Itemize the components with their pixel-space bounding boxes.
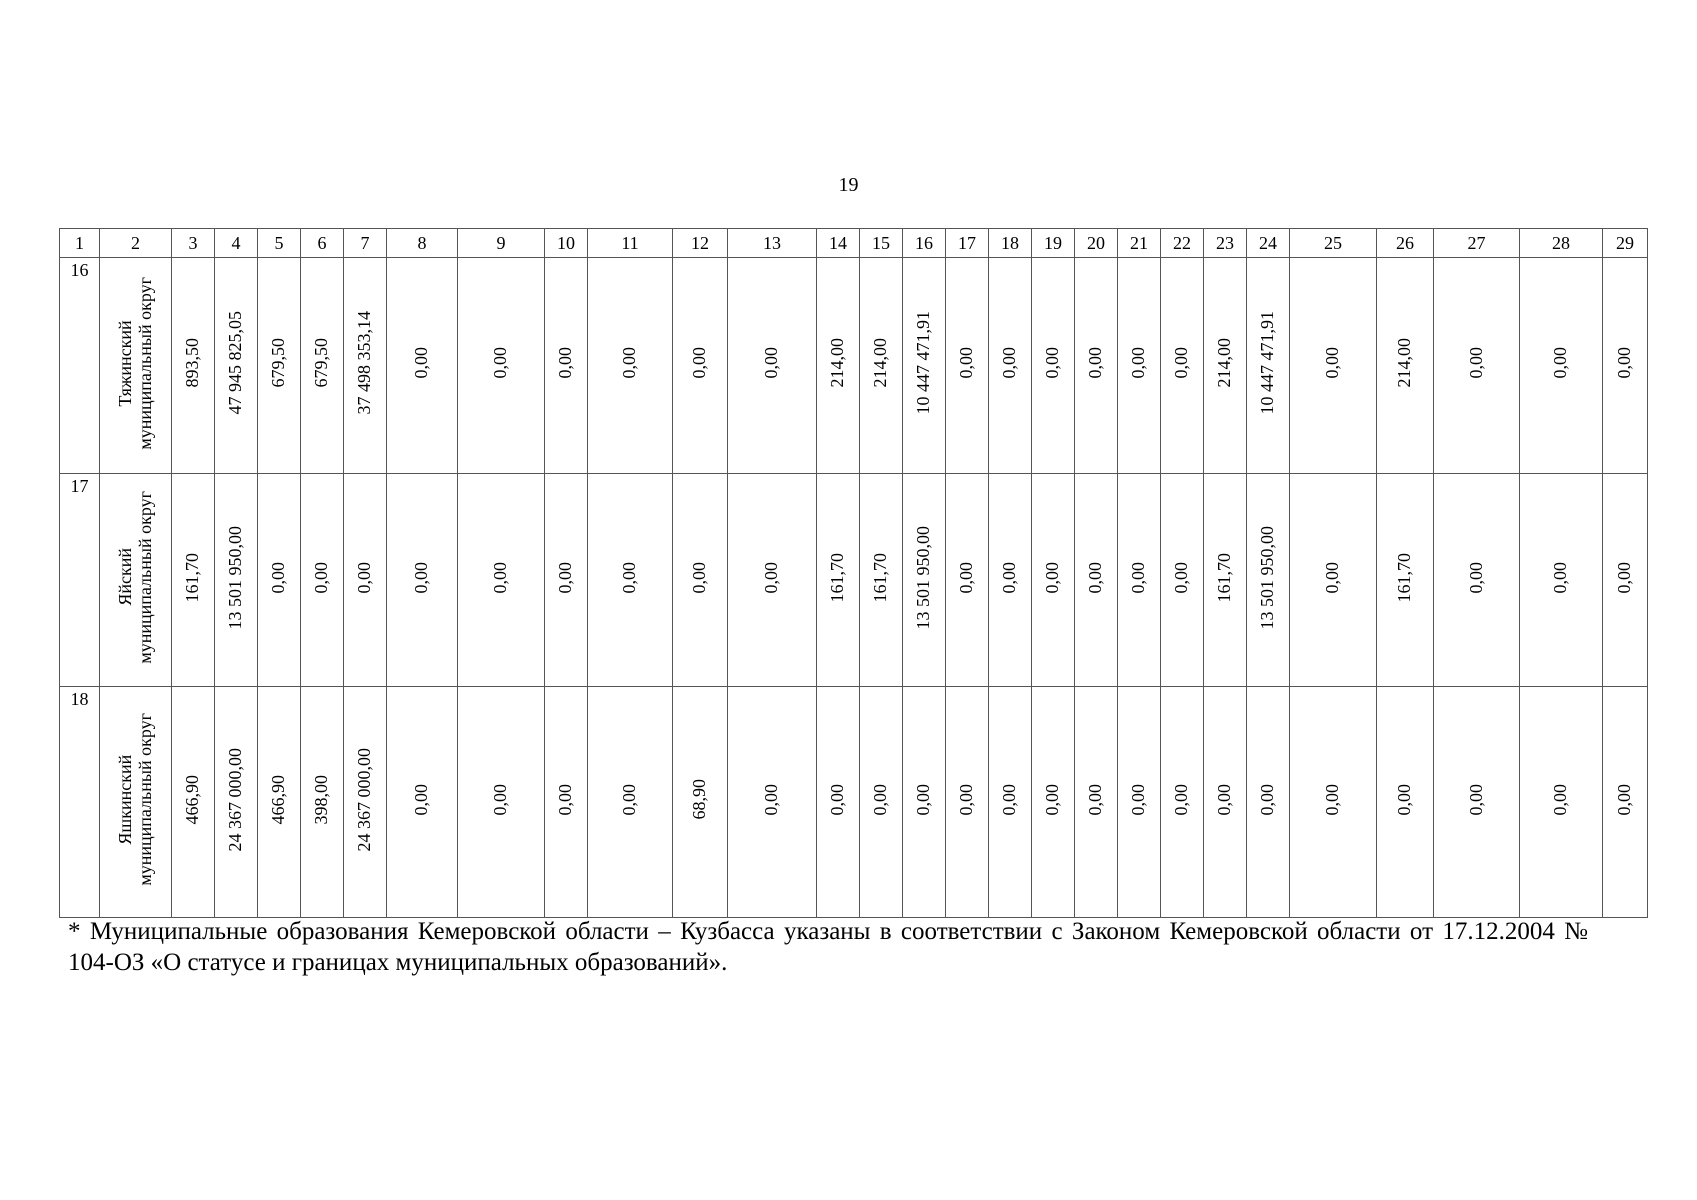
value-cell xyxy=(387,258,458,474)
value-cell xyxy=(1032,474,1075,687)
value-cell xyxy=(673,474,728,687)
cell-value: 0,00 xyxy=(411,783,432,816)
value-cell xyxy=(458,474,545,687)
value-cell xyxy=(1377,474,1434,687)
value-cell xyxy=(860,687,903,918)
column-header: 9 xyxy=(458,229,545,258)
municipality-name-line1: Яшкинский xyxy=(114,754,135,845)
column-header: 19 xyxy=(1032,229,1075,258)
cell-value: 679,50 xyxy=(268,338,289,388)
row-number-cell xyxy=(60,258,100,474)
value-cell xyxy=(728,687,817,918)
cell-value: 161,70 xyxy=(1394,552,1415,603)
cell-value: 0,00 xyxy=(268,561,289,594)
municipality-name xyxy=(116,713,156,886)
value-cell xyxy=(1118,258,1161,474)
cell-value: 0,00 xyxy=(1322,347,1343,379)
cell-value: 24 367 000,00 xyxy=(354,747,375,852)
value-cell xyxy=(860,258,903,474)
cell-value: 0,00 xyxy=(1614,783,1635,816)
value-cell xyxy=(258,258,301,474)
value-cell xyxy=(588,474,673,687)
cell-value: 0,00 xyxy=(956,783,977,816)
cell-value: 47 945 825,05 xyxy=(225,311,246,415)
value-cell xyxy=(1247,687,1290,918)
value-cell xyxy=(1290,258,1377,474)
cell-value: 0,00 xyxy=(1042,783,1063,816)
column-header: 22 xyxy=(1161,229,1204,258)
cell-value: 0,00 xyxy=(311,561,332,594)
value-cell xyxy=(1520,687,1603,918)
cell-value: 0,00 xyxy=(1171,783,1192,816)
cell-value: 0,00 xyxy=(870,783,891,816)
value-cell xyxy=(903,687,946,918)
value-cell xyxy=(1204,687,1247,918)
cell-value: 0,00 xyxy=(689,347,710,379)
cell-value: 161,70 xyxy=(182,552,203,603)
column-header: 18 xyxy=(989,229,1032,258)
cell-value: 0,00 xyxy=(1171,561,1192,594)
cell-value: 0,00 xyxy=(827,783,848,816)
value-cell xyxy=(344,258,387,474)
value-cell xyxy=(1434,687,1520,918)
cell-value: 161,70 xyxy=(1214,552,1235,603)
cell-value: 0,00 xyxy=(1128,347,1149,379)
value-cell xyxy=(301,474,344,687)
table-row xyxy=(60,687,1648,918)
cell-value: 0,00 xyxy=(490,561,511,594)
cell-value: 0,00 xyxy=(1214,783,1235,816)
cell-value: 0,00 xyxy=(1042,561,1063,594)
value-cell xyxy=(989,258,1032,474)
column-header: 20 xyxy=(1075,229,1118,258)
cell-value: 0,00 xyxy=(1257,783,1278,816)
value-cell xyxy=(1520,474,1603,687)
column-header: 24 xyxy=(1247,229,1290,258)
value-cell xyxy=(172,474,215,687)
row-number-cell xyxy=(60,687,100,918)
municipality-name-cell xyxy=(100,474,172,687)
column-header: 10 xyxy=(545,229,588,258)
cell-value: 0,00 xyxy=(1614,561,1635,594)
value-cell xyxy=(1161,474,1204,687)
value-cell xyxy=(903,474,946,687)
value-cell xyxy=(588,258,673,474)
cell-value: 0,00 xyxy=(1550,783,1571,816)
value-cell xyxy=(1075,474,1118,687)
cell-value: 0,00 xyxy=(1128,783,1149,816)
value-cell xyxy=(1377,687,1434,918)
column-header: 23 xyxy=(1204,229,1247,258)
value-cell xyxy=(1434,474,1520,687)
cell-value: 214,00 xyxy=(870,338,891,388)
value-cell xyxy=(458,687,545,918)
municipality-name-line2: муниципальный округ xyxy=(134,276,155,450)
value-cell xyxy=(458,258,545,474)
cell-value: 161,70 xyxy=(870,552,891,603)
cell-value: 0,00 xyxy=(689,561,710,594)
municipality-name-line1: Яйский xyxy=(114,548,135,607)
value-cell xyxy=(545,258,588,474)
value-cell xyxy=(387,474,458,687)
cell-value: 0,00 xyxy=(1085,561,1106,594)
cell-value: 0,00 xyxy=(1128,561,1149,594)
cell-value: 0,00 xyxy=(761,783,782,816)
cell-value: 0,00 xyxy=(354,561,375,594)
cell-value: 0,00 xyxy=(1042,347,1063,379)
cell-value: 0,00 xyxy=(1085,347,1106,379)
cell-value: 0,00 xyxy=(956,561,977,594)
column-header: 27 xyxy=(1434,229,1520,258)
cell-value: 0,00 xyxy=(1171,347,1192,379)
value-cell xyxy=(989,687,1032,918)
column-header: 6 xyxy=(301,229,344,258)
cell-value: 0,00 xyxy=(555,783,576,816)
value-cell xyxy=(172,687,215,918)
cell-value: 0,00 xyxy=(555,347,576,379)
cell-value: 0,00 xyxy=(1465,561,1486,594)
cell-value: 0,00 xyxy=(619,783,640,816)
value-cell xyxy=(344,687,387,918)
value-cell xyxy=(1204,474,1247,687)
cell-value: 37 498 353,14 xyxy=(354,311,375,415)
column-header: 5 xyxy=(258,229,301,258)
value-cell xyxy=(1118,687,1161,918)
cell-value: 214,00 xyxy=(827,338,848,388)
cell-value: 0,00 xyxy=(555,561,576,594)
cell-value: 214,00 xyxy=(1214,338,1235,388)
row-number: 18 xyxy=(70,689,89,709)
cell-value: 10 447 471,91 xyxy=(1257,311,1278,415)
cell-value: 893,50 xyxy=(182,338,203,388)
cell-value: 398,00 xyxy=(311,774,332,825)
value-cell xyxy=(1603,258,1648,474)
cell-value: 13 501 950,00 xyxy=(913,525,934,630)
value-cell xyxy=(1520,258,1603,474)
column-header: 29 xyxy=(1603,229,1648,258)
value-cell xyxy=(301,687,344,918)
value-cell xyxy=(172,258,215,474)
municipality-name-line2: муниципальный округ xyxy=(134,491,155,664)
cell-value: 0,00 xyxy=(411,347,432,379)
value-cell xyxy=(728,474,817,687)
cell-value: 679,50 xyxy=(311,338,332,388)
column-header: 14 xyxy=(817,229,860,258)
cell-value: 0,00 xyxy=(1322,561,1343,594)
column-header: 3 xyxy=(172,229,215,258)
cell-value: 0,00 xyxy=(999,783,1020,816)
cell-value: 161,70 xyxy=(827,552,848,603)
cell-value: 0,00 xyxy=(1550,347,1571,379)
row-number-cell xyxy=(60,474,100,687)
value-cell xyxy=(1247,258,1290,474)
cell-value: 0,00 xyxy=(619,561,640,594)
cell-value: 0,00 xyxy=(1085,783,1106,816)
cell-value: 466,90 xyxy=(182,774,203,825)
column-header: 12 xyxy=(673,229,728,258)
column-header: 2 xyxy=(100,229,172,258)
municipality-name-line2: муниципальный округ xyxy=(134,713,155,886)
cell-value: 0,00 xyxy=(913,783,934,816)
value-cell xyxy=(903,258,946,474)
column-header: 26 xyxy=(1377,229,1434,258)
value-cell xyxy=(817,474,860,687)
page-number: 19 xyxy=(838,174,859,196)
column-header: 13 xyxy=(728,229,817,258)
value-cell xyxy=(215,687,258,918)
column-header: 25 xyxy=(1290,229,1377,258)
value-cell xyxy=(673,687,728,918)
cell-value: 13 501 950,00 xyxy=(1257,525,1278,630)
value-cell xyxy=(946,258,989,474)
value-cell xyxy=(387,687,458,918)
column-header: 11 xyxy=(588,229,673,258)
municipality-name-cell xyxy=(100,687,172,918)
column-header: 16 xyxy=(903,229,946,258)
value-cell xyxy=(588,687,673,918)
value-cell xyxy=(1075,258,1118,474)
municipality-name-line1: Тяжинский xyxy=(114,319,135,407)
value-cell xyxy=(989,474,1032,687)
cell-value: 0,00 xyxy=(490,783,511,816)
value-cell xyxy=(545,474,588,687)
cell-value: 0,00 xyxy=(490,347,511,379)
column-header: 17 xyxy=(946,229,989,258)
table-row xyxy=(60,474,1648,687)
cell-value: 0,00 xyxy=(761,561,782,594)
value-cell xyxy=(1603,474,1648,687)
cell-value: 24 367 000,00 xyxy=(225,747,246,852)
cell-value: 0,00 xyxy=(761,347,782,379)
value-cell xyxy=(1032,258,1075,474)
cell-value: 0,00 xyxy=(1550,561,1571,594)
cell-value: 0,00 xyxy=(1394,783,1415,816)
cell-value: 0,00 xyxy=(1322,783,1343,816)
value-cell xyxy=(1075,687,1118,918)
row-number: 17 xyxy=(70,476,89,496)
value-cell xyxy=(215,258,258,474)
value-cell xyxy=(1161,258,1204,474)
value-cell xyxy=(301,258,344,474)
value-cell xyxy=(1032,687,1075,918)
value-cell xyxy=(1290,474,1377,687)
cell-value: 214,00 xyxy=(1394,338,1415,388)
cell-value: 0,00 xyxy=(619,347,640,379)
municipality-name-cell xyxy=(100,258,172,474)
value-cell xyxy=(1247,474,1290,687)
value-cell xyxy=(1118,474,1161,687)
footnote: * Муниципальные образования Кемеровской области – Кузбасса указаны в соответствии с Законом Кемеровской области от 17.12.2004 № 104-ОЗ «О статусе и границах муниципальных образований». xyxy=(68,918,1588,976)
cell-value: 0,00 xyxy=(999,561,1020,594)
column-header: 4 xyxy=(215,229,258,258)
cell-value: 13 501 950,00 xyxy=(225,525,246,630)
cell-value: 10 447 471,91 xyxy=(913,311,934,415)
cell-value: 0,00 xyxy=(1465,783,1486,816)
value-cell xyxy=(1434,258,1520,474)
row-number: 16 xyxy=(70,260,89,280)
value-cell xyxy=(1161,687,1204,918)
value-cell xyxy=(344,474,387,687)
cell-value: 466,90 xyxy=(268,774,289,825)
value-cell xyxy=(728,258,817,474)
cell-value: 0,00 xyxy=(411,561,432,594)
cell-value: 0,00 xyxy=(1614,347,1635,379)
column-header: 15 xyxy=(860,229,903,258)
value-cell xyxy=(673,258,728,474)
column-header: 21 xyxy=(1118,229,1161,258)
municipality-name xyxy=(116,277,156,450)
municipality-name xyxy=(116,491,156,664)
cell-value: 0,00 xyxy=(1465,347,1486,379)
value-cell xyxy=(258,474,301,687)
cell-value: 68,90 xyxy=(689,779,710,820)
cell-value: 0,00 xyxy=(999,347,1020,379)
value-cell xyxy=(1290,687,1377,918)
value-cell xyxy=(1603,687,1648,918)
column-header: 8 xyxy=(387,229,458,258)
column-header: 28 xyxy=(1520,229,1603,258)
value-cell xyxy=(817,687,860,918)
table-row xyxy=(60,258,1648,474)
value-cell xyxy=(946,474,989,687)
value-cell xyxy=(860,474,903,687)
value-cell xyxy=(1377,258,1434,474)
value-cell xyxy=(946,687,989,918)
data-table xyxy=(59,228,1648,918)
value-cell xyxy=(258,687,301,918)
value-cell xyxy=(545,687,588,918)
column-header: 1 xyxy=(60,229,100,258)
value-cell xyxy=(1204,258,1247,474)
header-row xyxy=(60,229,1648,258)
column-header: 7 xyxy=(344,229,387,258)
cell-value: 0,00 xyxy=(956,347,977,379)
value-cell xyxy=(215,474,258,687)
value-cell xyxy=(817,258,860,474)
